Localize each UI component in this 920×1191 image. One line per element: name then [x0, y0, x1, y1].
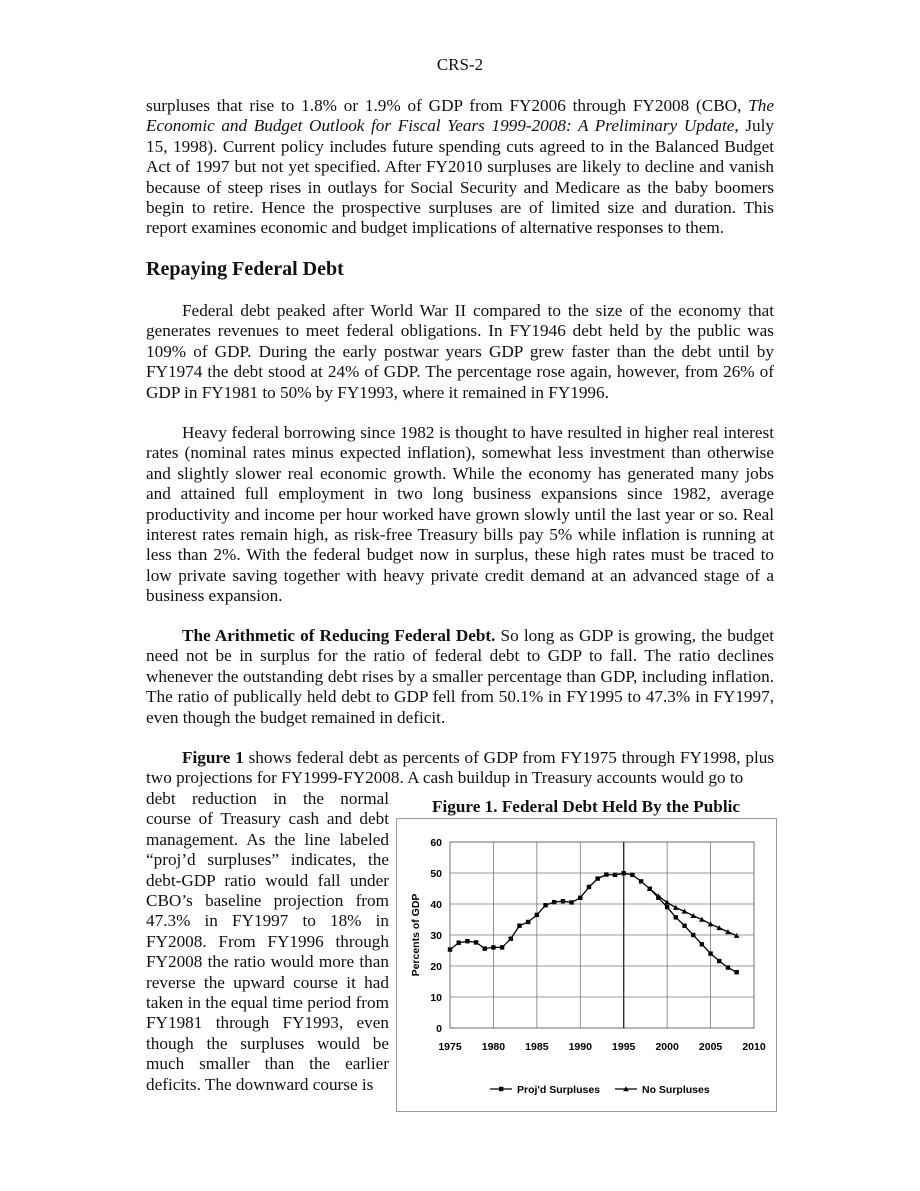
- data-point-projd-surpluses: [595, 876, 599, 880]
- y-tick-label: 40: [430, 899, 442, 911]
- page-header: CRS-2: [436, 55, 484, 74]
- x-tick-label: 1990: [568, 1041, 592, 1053]
- data-point-projd-surpluses: [578, 896, 582, 900]
- data-point-projd-surpluses: [587, 885, 591, 889]
- x-tick-label: 1995: [612, 1041, 636, 1053]
- figure-reference: Figure 1: [182, 748, 244, 767]
- data-point-projd-surpluses: [665, 905, 669, 909]
- data-point-projd-surpluses: [613, 873, 617, 877]
- figure-title-text: . Federal Debt Held By the Public: [493, 797, 741, 816]
- x-tick-label: 1985: [525, 1041, 549, 1053]
- data-point-projd-surpluses: [517, 924, 521, 928]
- paragraph-debt-history: Federal debt peaked after World War II compared to the size of the economy that generates revenues to meet federal obligations. In FY1946 debt held by the public was 109% of GDP. During the early postwar years GDP grew faster than the debt until by FY1974 the debt stood at 24% of GDP. The percentage rose again, however, from 26% of GDP in FY1981 to 50% by FY1993, where it remained in FY1996.: [146, 301, 774, 402]
- y-tick-label: 50: [430, 868, 442, 880]
- series-line-no-surpluses: [650, 889, 737, 936]
- y-axis-label: Percents of GDP: [410, 893, 422, 977]
- data-point-projd-surpluses: [526, 920, 530, 924]
- data-point-projd-surpluses: [604, 872, 608, 876]
- cbo-report-title: The Economic and Budget Outlook for Fiscal Years 1999-2008: A Preliminary Update: [146, 96, 774, 136]
- x-tick-label: 1980: [481, 1041, 506, 1053]
- arithmetic-subheading: The Arithmetic of Reducing Federal Debt.: [182, 626, 496, 645]
- data-point-projd-surpluses: [483, 946, 487, 950]
- data-point-projd-surpluses: [734, 970, 738, 974]
- data-point-projd-surpluses: [448, 947, 452, 951]
- data-point-projd-surpluses: [639, 879, 643, 883]
- data-point-projd-surpluses: [708, 951, 712, 955]
- intro-text-start: surpluses that rise to 1.8% or 1.9% of GDP from FY2006 through FY2008 (CBO,: [146, 96, 749, 115]
- data-point-projd-surpluses: [500, 945, 504, 949]
- data-point-projd-surpluses: [491, 945, 495, 949]
- data-point-no-surpluses: [673, 905, 679, 910]
- x-tick-label: 1975: [438, 1041, 462, 1053]
- figure-label: Figure 1: [431, 797, 494, 816]
- x-tick-label: 2005: [698, 1041, 723, 1053]
- data-point-no-surpluses: [708, 921, 714, 926]
- intro-paragraph: [146, 96, 774, 239]
- data-point-projd-surpluses: [630, 873, 634, 877]
- y-tick-label: 20: [430, 961, 442, 973]
- figure-intro-text: shows federal debt as percents of GDP from FY1975 through FY1998, plus two projections for FY1999-FY2008. A cash buildup in Treasury accounts would go to: [146, 748, 775, 788]
- debt-chart: [397, 819, 776, 1111]
- data-point-projd-surpluses: [552, 900, 556, 904]
- paragraph-arithmetic: [146, 626, 774, 728]
- data-point-projd-surpluses: [561, 899, 565, 903]
- data-point-projd-surpluses: [509, 937, 513, 941]
- figure-title: [397, 797, 775, 817]
- data-point-projd-surpluses: [456, 941, 460, 945]
- data-point-projd-surpluses: [682, 924, 686, 928]
- paragraph-wrap-around-figure: debt reduction in the normal course of Treasury cash and debt management. As the line labeled “proj’d surpluses” indicates, the debt-GDP ratio would fall under CBO’s baseline projection from 47.3% in FY1997 to 18% in FY2008. From FY1996 through FY2008 the ratio would more than reverse the upward course it had taken in the equal time period from FY1981 through FY1993, even though the surpluses would be much smaller than the earlier deficits. The downward course is: [146, 789, 389, 1094]
- y-tick-label: 30: [430, 930, 442, 942]
- y-tick-label: 60: [430, 837, 442, 849]
- paragraph-figure-intro: [146, 748, 774, 789]
- arithmetic-text: So long as GDP is growing, the budget need not be in surplus for the ratio of federal debt to GDP to fall. The ratio declines whenever the outstanding debt rises by a smaller percentage than GDP, including inflation. The ratio of publically held debt to GDP fell from 50.1% in FY1995 to 47.3% in FY1997, even though the budget remained in deficit.: [146, 626, 774, 727]
- y-tick-label: 10: [430, 992, 442, 1004]
- data-point-projd-surpluses: [535, 913, 539, 917]
- legend-label-projd-surpluses: Proj'd Surpluses: [517, 1084, 601, 1096]
- data-point-projd-surpluses: [569, 900, 573, 904]
- section-heading: Repaying Federal Debt: [146, 258, 344, 280]
- figure-chart-box: [396, 818, 777, 1112]
- data-point-projd-surpluses: [717, 959, 721, 963]
- y-tick-label: 0: [436, 1023, 442, 1035]
- data-point-projd-surpluses: [691, 933, 695, 937]
- data-point-projd-surpluses: [674, 915, 678, 919]
- legend-marker-projd-surpluses: [499, 1087, 503, 1091]
- data-point-projd-surpluses: [543, 903, 547, 907]
- x-tick-label: 2010: [742, 1041, 766, 1053]
- legend-label-no-surpluses: No Surpluses: [642, 1084, 710, 1096]
- x-tick-label: 2000: [655, 1041, 679, 1053]
- series-line-projd-surpluses: [450, 873, 737, 972]
- data-point-projd-surpluses: [474, 940, 478, 944]
- data-point-projd-surpluses: [622, 871, 626, 875]
- intro-text-end: , July 15, 1998). Current policy includes future spending cuts agreed to in the Balanced Budget Act of 1997 but not yet specified. After FY2010 surpluses are likely to decline and vanish because of steep rises in outlays for Social Security and Medicare as the baby boomers begin to retire. Hence the prospective surpluses are of limited size and duration. This report examines economic and budget implications of alternative responses to them.: [146, 116, 774, 238]
- data-point-projd-surpluses: [700, 942, 704, 946]
- paragraph-borrowing-effects: Heavy federal borrowing since 1982 is thought to have resulted in higher real interest rates (nominal rates minus expected inflation), somewhat less investment than otherwise and slightly slower real economic growth. While the economy has generated many jobs and attained full employment in two long business expansions since 1982, average productivity and income per hour worked have grown slowly until the last year or so. Real interest rates remain high, as risk-free Treasury bills pay 5% while inflation is running at less than 2%. With the federal budget now in surplus, these high rates must be traced to low private saving together with heavy private credit demand at an advanced stage of a business expansion.: [146, 423, 774, 606]
- data-point-projd-surpluses: [726, 965, 730, 969]
- data-point-projd-surpluses: [465, 939, 469, 943]
